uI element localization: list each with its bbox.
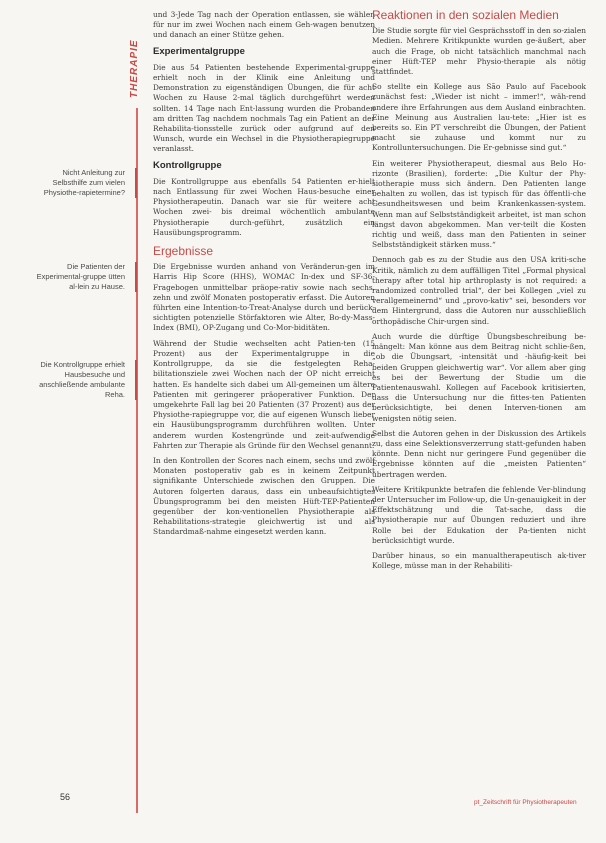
side-note-2 bbox=[30, 262, 125, 292]
side-note-3-text: Die Kontrollgruppe erhielt Hausbesuche und anschließende ambulante Reha. bbox=[39, 360, 125, 399]
side-note-3-bar bbox=[135, 360, 137, 400]
social-paragraph-6: Selbst die Autoren gehen in der Diskussion des Artikels zu, dass eine Selektionsverzerrung statt-gefunden haben könnte. Denn nicht nur geringere Fund gegenüber die Ergebnisse könnten auf die „meisten Patienten“ übertragen werden. bbox=[372, 428, 586, 479]
social-paragraph-2: So stellte ein Kollege aus São Paulo auf Facebook zunächst fest: „Wieder ist nicht – immer!“, wäh-rend andere ihre Erfahrungen aus dem Ausland einbrachten. Eine Meinung aus Australien lau-tete: „Hier ist es bereits so. Ein PT verschreibt die Übungen, der Patient macht sie zuhause und kommt nur zu Kontrolluntersuchungen. Die Er-gebnisse sind gut.“ bbox=[372, 82, 586, 153]
right-column bbox=[372, 10, 586, 576]
heading-social-media: Reaktionen in den sozialen Medien bbox=[372, 8, 559, 22]
social-paragraph-8: Darüber hinaus, so ein manualtherapeutisch ak-tiver Kollege, müsse man in der Rehabiliti- bbox=[372, 550, 586, 571]
side-note-1 bbox=[30, 168, 125, 198]
social-paragraph-5: Auch wurde die dürftige Übungsbeschreibung be-mängelt: Man könne aus dem Beitrag nicht schlie-ßen, „ob die Übungsart, -intensität und -häufig-keit bei beiden Gruppen gleichwertig war“. Vor allem aber ging es bei der Bewertung der Studie um die Patientenauswahl. Kollegen auf Facebook kritisierten, dass die Untersuchung nur die fittes-ten Patienten berücksichtigte, bei denen Interven-tionen am wenigsten nötig seien. bbox=[372, 331, 586, 423]
section-divider-line bbox=[136, 108, 138, 813]
side-note-2-text: Die Patienten der Experimental-gruppe ütten al-lein zu Hause. bbox=[36, 262, 125, 291]
left-column bbox=[153, 10, 375, 543]
results-paragraph-3: In den Kontrollen der Scores nach einem, sechs und zwölf Monaten postoperativ gab es in keinem Zeitpunkt signifikante Unterschiede zwischen den Gruppen. Die Autoren folgerten daraus, dass ein unbeaufsichtigtes Übungsprogramm bei den meisten Hüft-TEP-Patienten gegenüber der kon-ventionellen Physiotherapie als Rehabilitations-strategie gleichwertig ist und als Standardmaß-nahme eingesetzt werden kann. bbox=[153, 455, 375, 537]
experimental-paragraph: Die aus 54 Patienten bestehende Experimental-gruppe erhielt noch in der Klinik eine Anleitung und Demonstration zu eigenständigen Übungen, die für acht Wochen zu Hause 2-mal täglich durchgeführt werden sollten. 14 Tage nach Ent-lassung wurden die Probanden am dritten Tag nachdem nochmals Tag ein Patient an der Rehabilita-tionsstelle zurück oder aufgrund auf den Wunsch, wurde ein Wechsel in die Physiotherapiegruppe veranlasst. bbox=[153, 62, 375, 154]
heading-experimental: Experimentalgruppe bbox=[153, 45, 245, 57]
section-tag: THERAPIE bbox=[129, 39, 140, 98]
intro-paragraph: und 3-Jede Tag nach der Operation entlassen, sie wählen für nur im zwei Wochen nach einem Geh-wagen benutzen und danach an einer Stütze gehen. bbox=[153, 10, 375, 40]
page-number: 56 bbox=[60, 792, 71, 802]
side-note-3 bbox=[30, 360, 125, 400]
side-note-1-text: Nicht Anleitung zur Selbsthilfe zum vielen Physiothe-rapietermine? bbox=[43, 168, 125, 197]
results-paragraph-2: Während der Studie wechselten acht Patien-ten (15 Prozent) aus der Experimentalgruppe in die Kontrollgruppe, da sie die festgelegten Reha-bilitationsziele zwei Wochen nach der OP nicht erreicht hatten. Es handelte sich dabei um All-gemeinen um ältere Patienten mit geringerer präoperativer Funktion. Der umgekehrte Fall lag bei 20 Patienten (37 Prozent) aus der Physiothe-rapiegruppe vor, die auf eigenen Wunsch lieber ein Hausübungsprogramm durchführen wollten. Unter anderem wurden Kostengründe und zeit-aufwendige Fahrten zur Therapie als Gründe für den Wechsel genannt. bbox=[153, 338, 375, 450]
results-paragraph-1: Die Ergebnisse wurden anhand von Veränderun-gen im Harris Hip Score (HHS), WOMAC In-dex und SF-36-Fragebogen unmittelbar präope-rativ sowie nach sechs, zehn und zwölf Monaten postoperativ erfasst. Die Autoren führten eine Intention-to-Treat-Analyse durch und berück-sichtigten potenzielle Störfaktoren wie Alter, Bo-dy-Mass-Index (BMI), OP-Zugang und Co-Mor-biditäten. bbox=[153, 262, 375, 333]
heading-control: Kontrollgruppe bbox=[153, 159, 222, 171]
side-note-1-bar bbox=[135, 168, 137, 198]
social-paragraph-1: Die Studie sorgte für viel Gesprächsstoff in den so-zialen Medien. Mehrere Kritikpunkte wurden ge-äußert, aber auch die Frage, ob nicht tatsächlich manchmal nach einer Hüft-TEP mehr Physio-therapie als nötig stattfindet. bbox=[372, 26, 586, 77]
heading-results: Ergebnisse bbox=[153, 244, 214, 259]
journal-name: pt_Zeitschrift für Physiotherapeuten bbox=[474, 799, 577, 806]
social-paragraph-3: Ein weiterer Physiotherapeut, diesmal aus Belo Ho-rizonte (Brasilien), forderte: „Die Kultur der Phy-siotherapie muss sich ändern. Den Patienten lange behalten zu wollen, das ist typisch für das öffentli-che Gesundheitswesen und beim Krankenkassen-system. Wenn man auf Selbstständigkeit arbeitet, ist man schon längst davon abgekommen. Man ver-teilt die Kosten richtig und weiß, dass man den Patienten in seiner Selbstständigkeit stärken muss.“ bbox=[372, 158, 586, 250]
social-paragraph-4: Dennoch gab es zu der Studie aus den USA kriti-sche Kritik, nämlich zu dem auffälligen Titel „Formal physical therapy after total hip arthroplasty is not required: a randomized controlled trial“, der bei Kollegen „viel zu verallgemeinernd“ und „provo-kativ“ sei, besonders vor dem Hintergrund, dass die Autoren nur ausschließlich orthopädische Chir-urgen sind. bbox=[372, 255, 586, 326]
side-note-2-bar bbox=[135, 262, 137, 292]
social-paragraph-7: Weitere Kritikpunkte betrafen die fehlende Ver-blindung der Untersucher im Follow-up, die Un-genauigkeit in der Effektschätzung und die Tat-sache, dass die Physiotherapie nur auf Übungen reduziert und ihre Rolle bei der Edukation der Pa-tienten nicht berücksichtigt wurde. bbox=[372, 484, 586, 545]
control-paragraph: Die Kontrollgruppe aus ebenfalls 54 Patienten er-hielt nach Entlassung für zwei Wochen Haus-besuche einer Physiotherapeutin. Danach war sie für weitere acht Wochen zwei- bis dreimal wöchentlich ambulante Physiotherapie durch-geführt, zusätzlich ein Hausübungsprogramm. bbox=[153, 176, 375, 237]
